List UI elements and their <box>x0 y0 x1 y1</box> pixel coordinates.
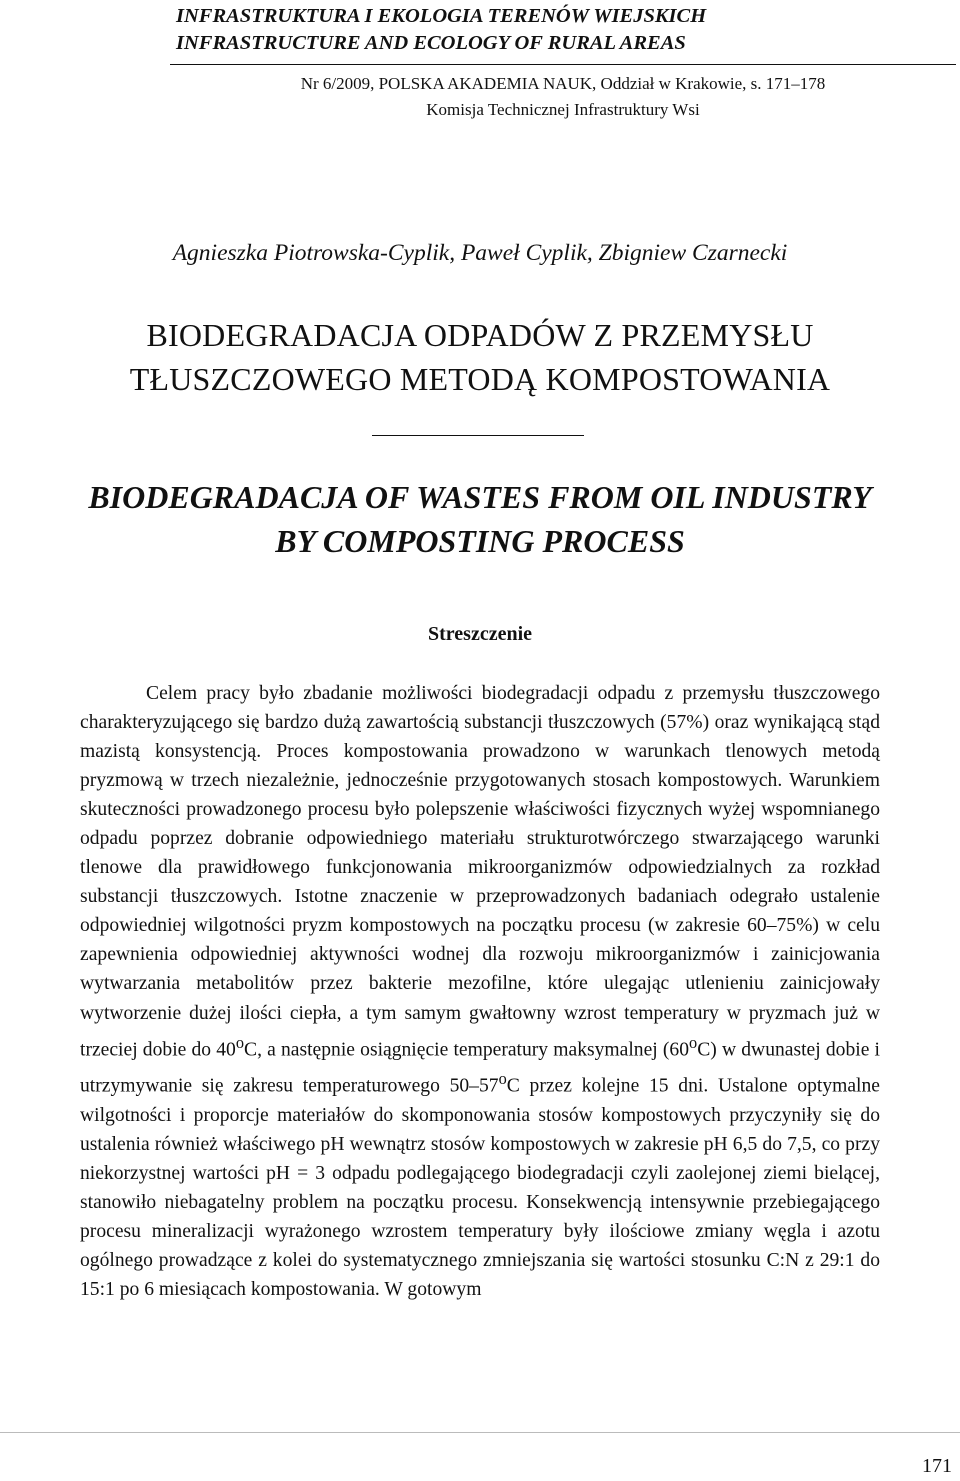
issue-line: Nr 6/2009, POLSKA AKADEMIA NAUK, Oddział w Krakowie, s. 171–178 <box>300 74 826 93</box>
degree-mark: o <box>689 1032 698 1052</box>
article-title-en-line1: BIODEGRADACJA OF WASTES FROM OIL INDUSTRY <box>88 479 872 515</box>
footer-rule <box>0 1432 960 1433</box>
abstract-text-3: C) w dwunastej dobie i utrzymywanie się zakresu temperaturowego 50–57 <box>80 1039 880 1097</box>
degree-mark: o <box>498 1069 507 1089</box>
degree-mark: o <box>235 1032 245 1052</box>
abstract-text-4: C przez kolejne 15 dni. Ustalone optymalne wilgotności i proporcje materiałów do skomponowania stosów kompostowych przyczyniły się do ustalenia również właściwego pH wewnątrz stosów kompostowych w zakresie pH 6,5 do 7,5, co przy niekorzystnej wartości pH = 3 odpadu podlegającego biodegradacji czyli zaolejonej ziemi bielącej, stanowiło niebagatelny problem na początku procesu. Konsekwencją intensywnie przebiegającego procesu mineralizacji wyrażonego wzrostem temperatury były ilościowe zmiany węgla i azotu ogólnego prowadzące z kolei do systematycznego zmniejszania się wartości stosunku C:N z 29:1 do 15:1 po 6 miesiącach kompostowania. W gotowym <box>80 1075 880 1300</box>
committee-line: Komisja Technicznej Infrastruktury Wsi <box>426 100 700 119</box>
abstract-body <box>80 679 880 1304</box>
article-title-pl-line2: TŁUSZCZOWEGO METODĄ KOMPOSTOWANIA <box>129 361 831 397</box>
page-number: 171 <box>922 1455 952 1477</box>
journal-title-pl: INFRASTRUKTURA I EKOLOGIA TERENÓW WIEJSKICH <box>176 5 707 27</box>
article-title-en-line2: BY COMPOSTING PROCESS <box>275 523 685 559</box>
article-title-pl-line1: BIODEGRADACJA ODPADÓW Z PRZEMYSŁU <box>146 317 814 353</box>
header-rule <box>170 64 956 65</box>
abstract-text-2: C, a następnie osiągnięcie temperatury maksymalnej (60 <box>244 1039 690 1061</box>
title-separator <box>372 435 584 436</box>
abstract-heading: Streszczenie <box>427 623 533 645</box>
article-authors: Agnieszka Piotrowska-Cyplik, Paweł Cyplik, Zbigniew Czarnecki <box>172 240 788 266</box>
article-title-en <box>0 475 960 563</box>
abstract-text-1: Celem pracy było zbadanie możliwości biodegradacji odpadu z przemysłu tłuszczowego charakteryzującego się bardzo dużą zawartością substancji tłuszczowych (57%) oraz wynikającą stąd mazistą konsystencją. Proces kompostowania prowadzono w warunkach tlenowych metodą pryzmową w trzech niezależnie, jednocześnie przygotowanych stosach kompostowych. Warunkiem skuteczności prowadzonego procesu było polepszenie właściwości fizycznych wyżej wspomnianego odpadu poprzez dobranie odpowiedniego materiału strukturotwórczego stwarzającego warunki tlenowe dla prawidłowego funkcjonowania mikroorganizmów odpowiedzialnych za rozkład substancji tłuszczowych. Istotne znaczenie w przeprowadzonych badaniach odegrało ustalenie odpowiedniej wilgotności pryzm kompostowych na początku procesu (w zakresie 60–75%) w celu zapewnienia odpowiedniej aktywności wodnej dla rozwoju mikroorganizmów i zainicjowania wytwarzania metabolitów przez bakterie mezofilne, które ulegając utlenieniu zainicjowały wytworzenie dużej ilości ciepła, a tym samym gwałtowny wzrost temperatury w pryzmach już w trzeciej dobie do 40 <box>80 683 880 1061</box>
article-title-pl <box>0 313 960 401</box>
journal-title-en: INFRASTRUCTURE AND ECOLOGY OF RURAL AREAS <box>176 32 686 54</box>
